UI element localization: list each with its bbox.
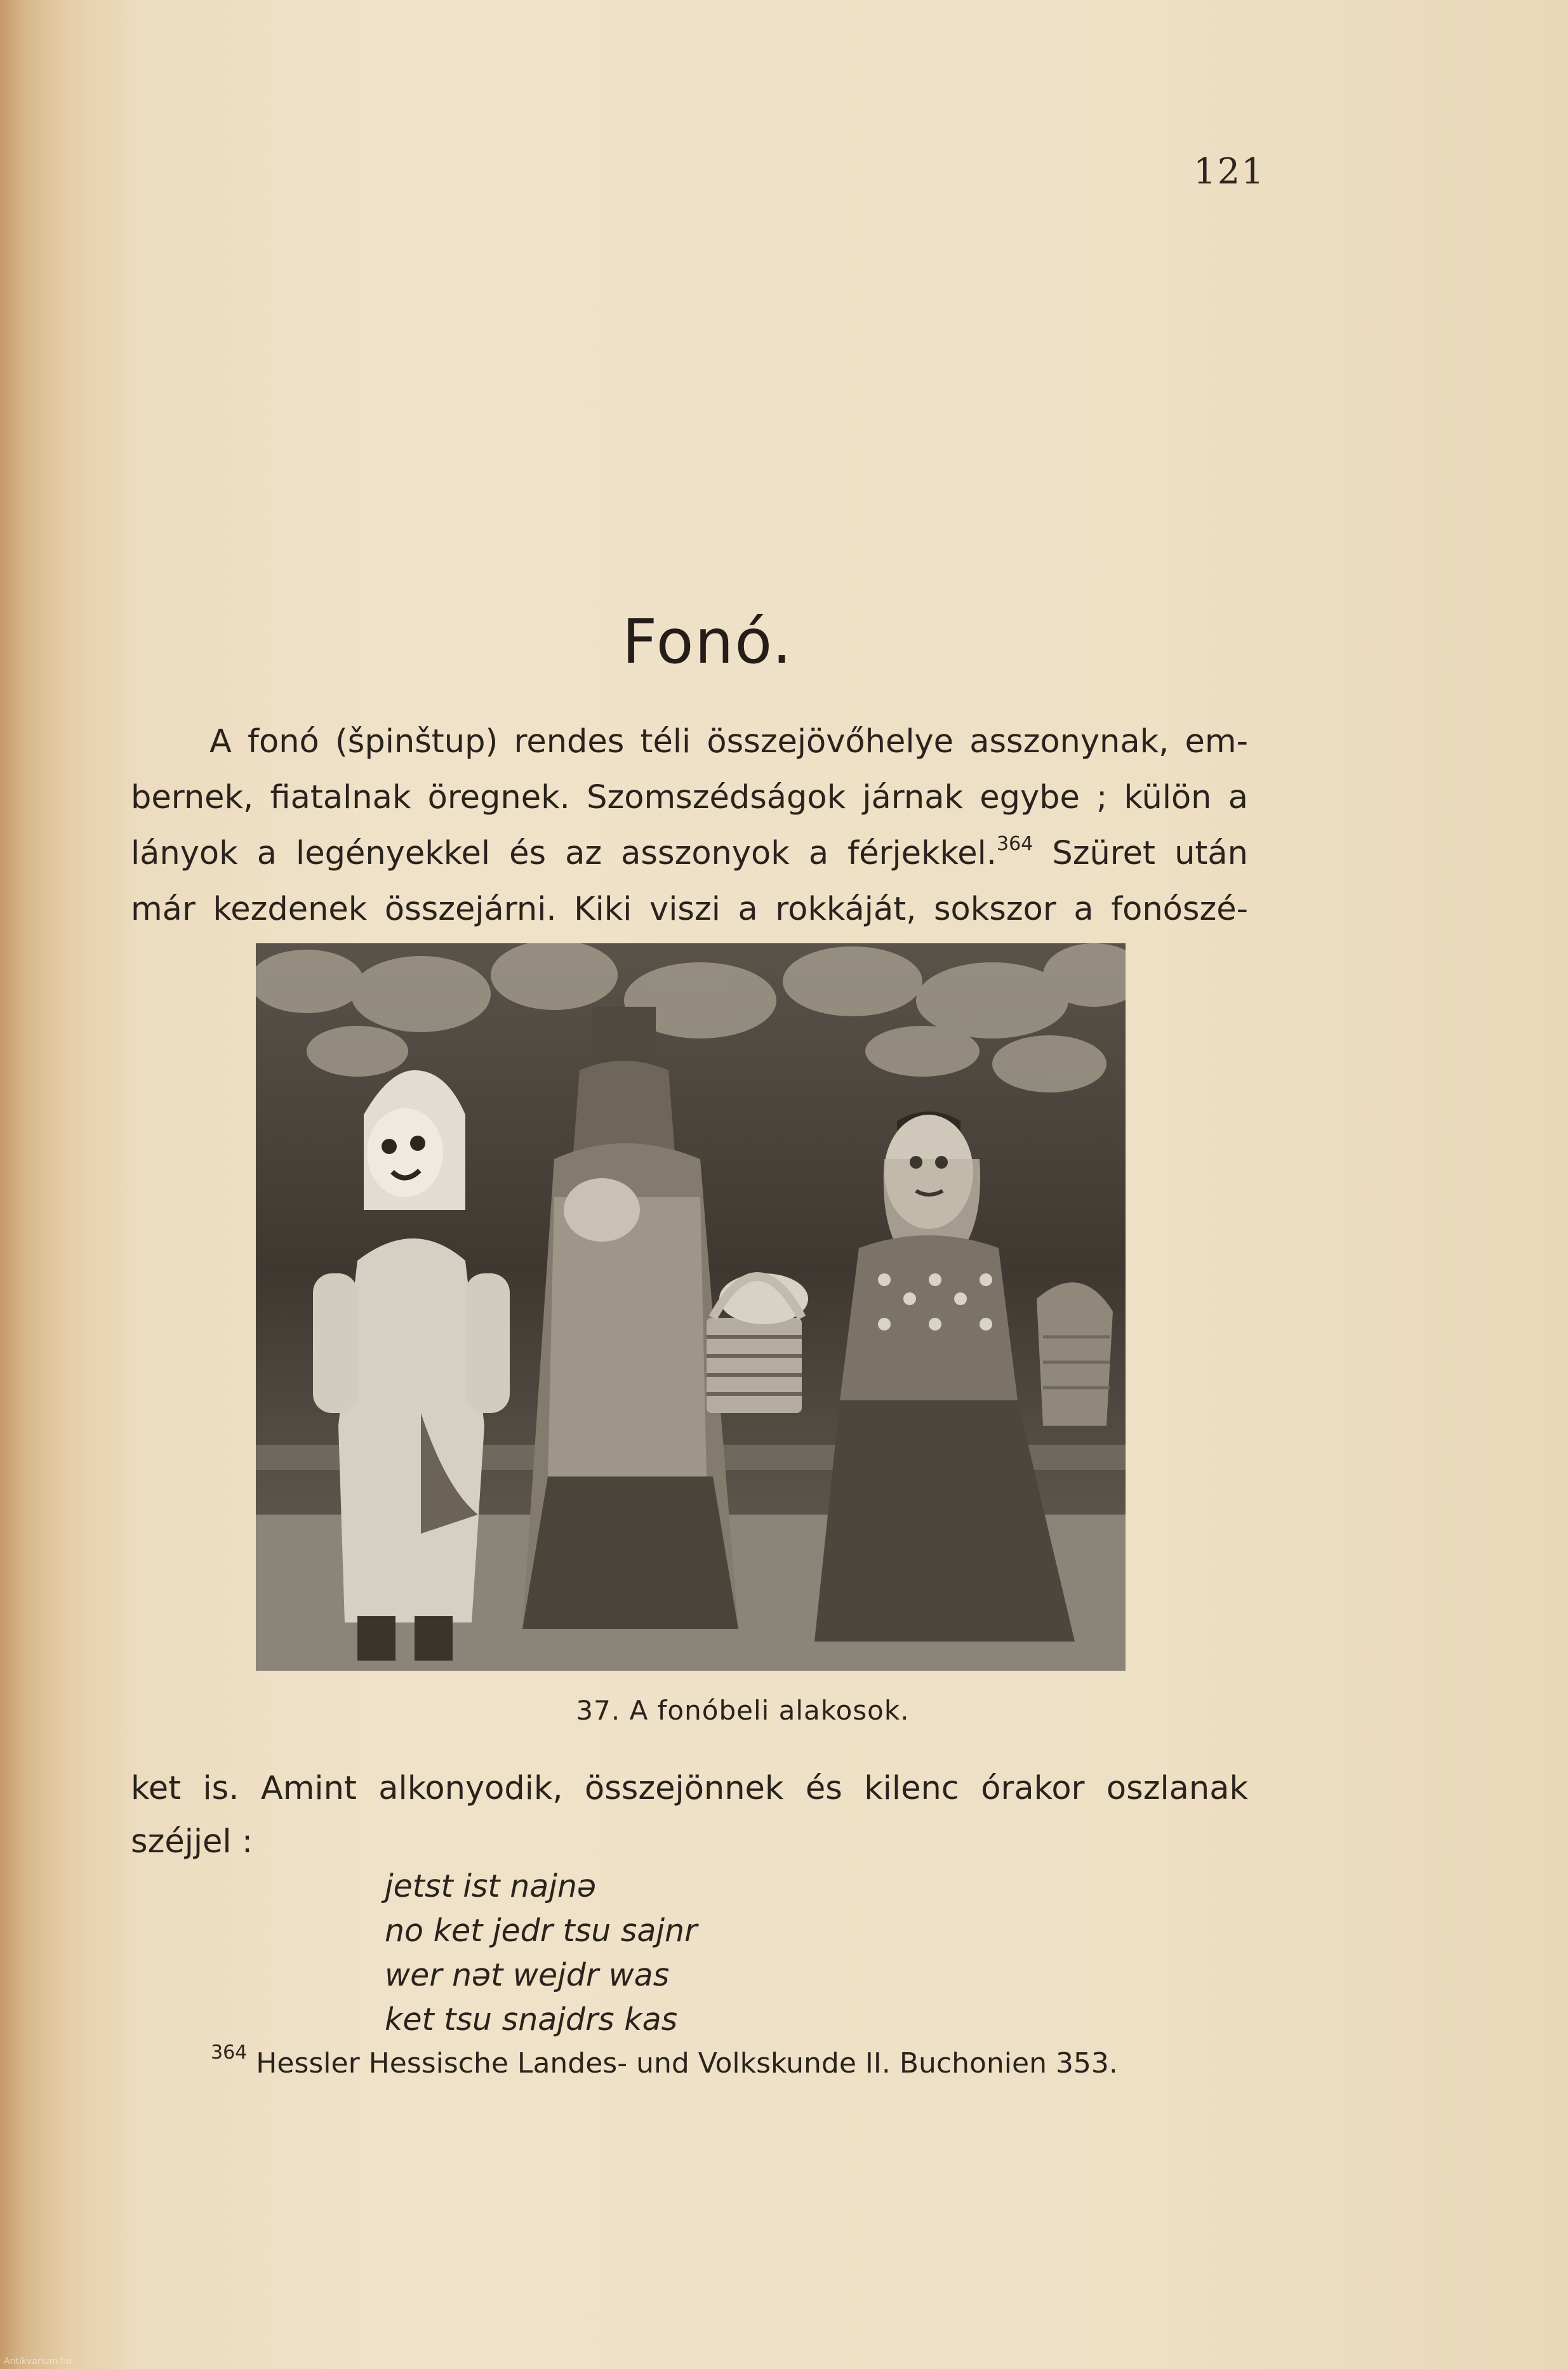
paragraph-line: bernek, fiatalnak öregnek. Szomszédságok járnak egybe ; külön a [131,779,1248,816]
footnote [211,2041,1201,2080]
verse-block [385,1864,829,2042]
paragraph-line: már kezdenek összejárni. Kiki viszi a rokkáját, sokszor a fonószé- [131,891,1248,928]
watermark: Antikvarium.hu [4,2356,72,2366]
footnote-reference: 364 [997,833,1033,855]
photo-illustration [256,943,1126,1671]
paragraph-line: A fonó (špinštup) rendes téli összejövőhelye asszonynak, em- [209,723,1248,760]
verse-line: no ket jedr tsu sajnr [385,1913,698,1949]
footnote-text: Hessler Hessische Landes- und Volkskunde II. Buchonien 353. [256,2047,1118,2080]
verse-line: ket tsu snajdrs kas [385,2001,678,2038]
paragraph-1 [131,714,1248,938]
footnote-number: 364 [211,2041,248,2064]
paragraph-line-text: lányok a legényekkel és az asszonyok a férjekkel. [131,835,997,872]
verse-line: jetst ist najnə [385,1868,597,1904]
figure-caption: 37. A fonóbeli alakosok. [576,1695,910,1726]
page-number: 121 [1193,151,1265,192]
verse-line: wer nət wejdr was [385,1957,670,1993]
paragraph-line: széjjel : [131,1823,253,1861]
chapter-title: Fonó. [622,606,793,677]
photograph-masked-figures [256,943,1126,1671]
paragraph-line [131,826,1248,882]
paragraph-line: ket is. Amint alkonyodik, összejönnek és kilenc órakor oszlanak [131,1770,1248,1807]
paragraph-2 [131,1762,1248,1869]
paragraph-line-text: Szüret után [1052,835,1248,872]
